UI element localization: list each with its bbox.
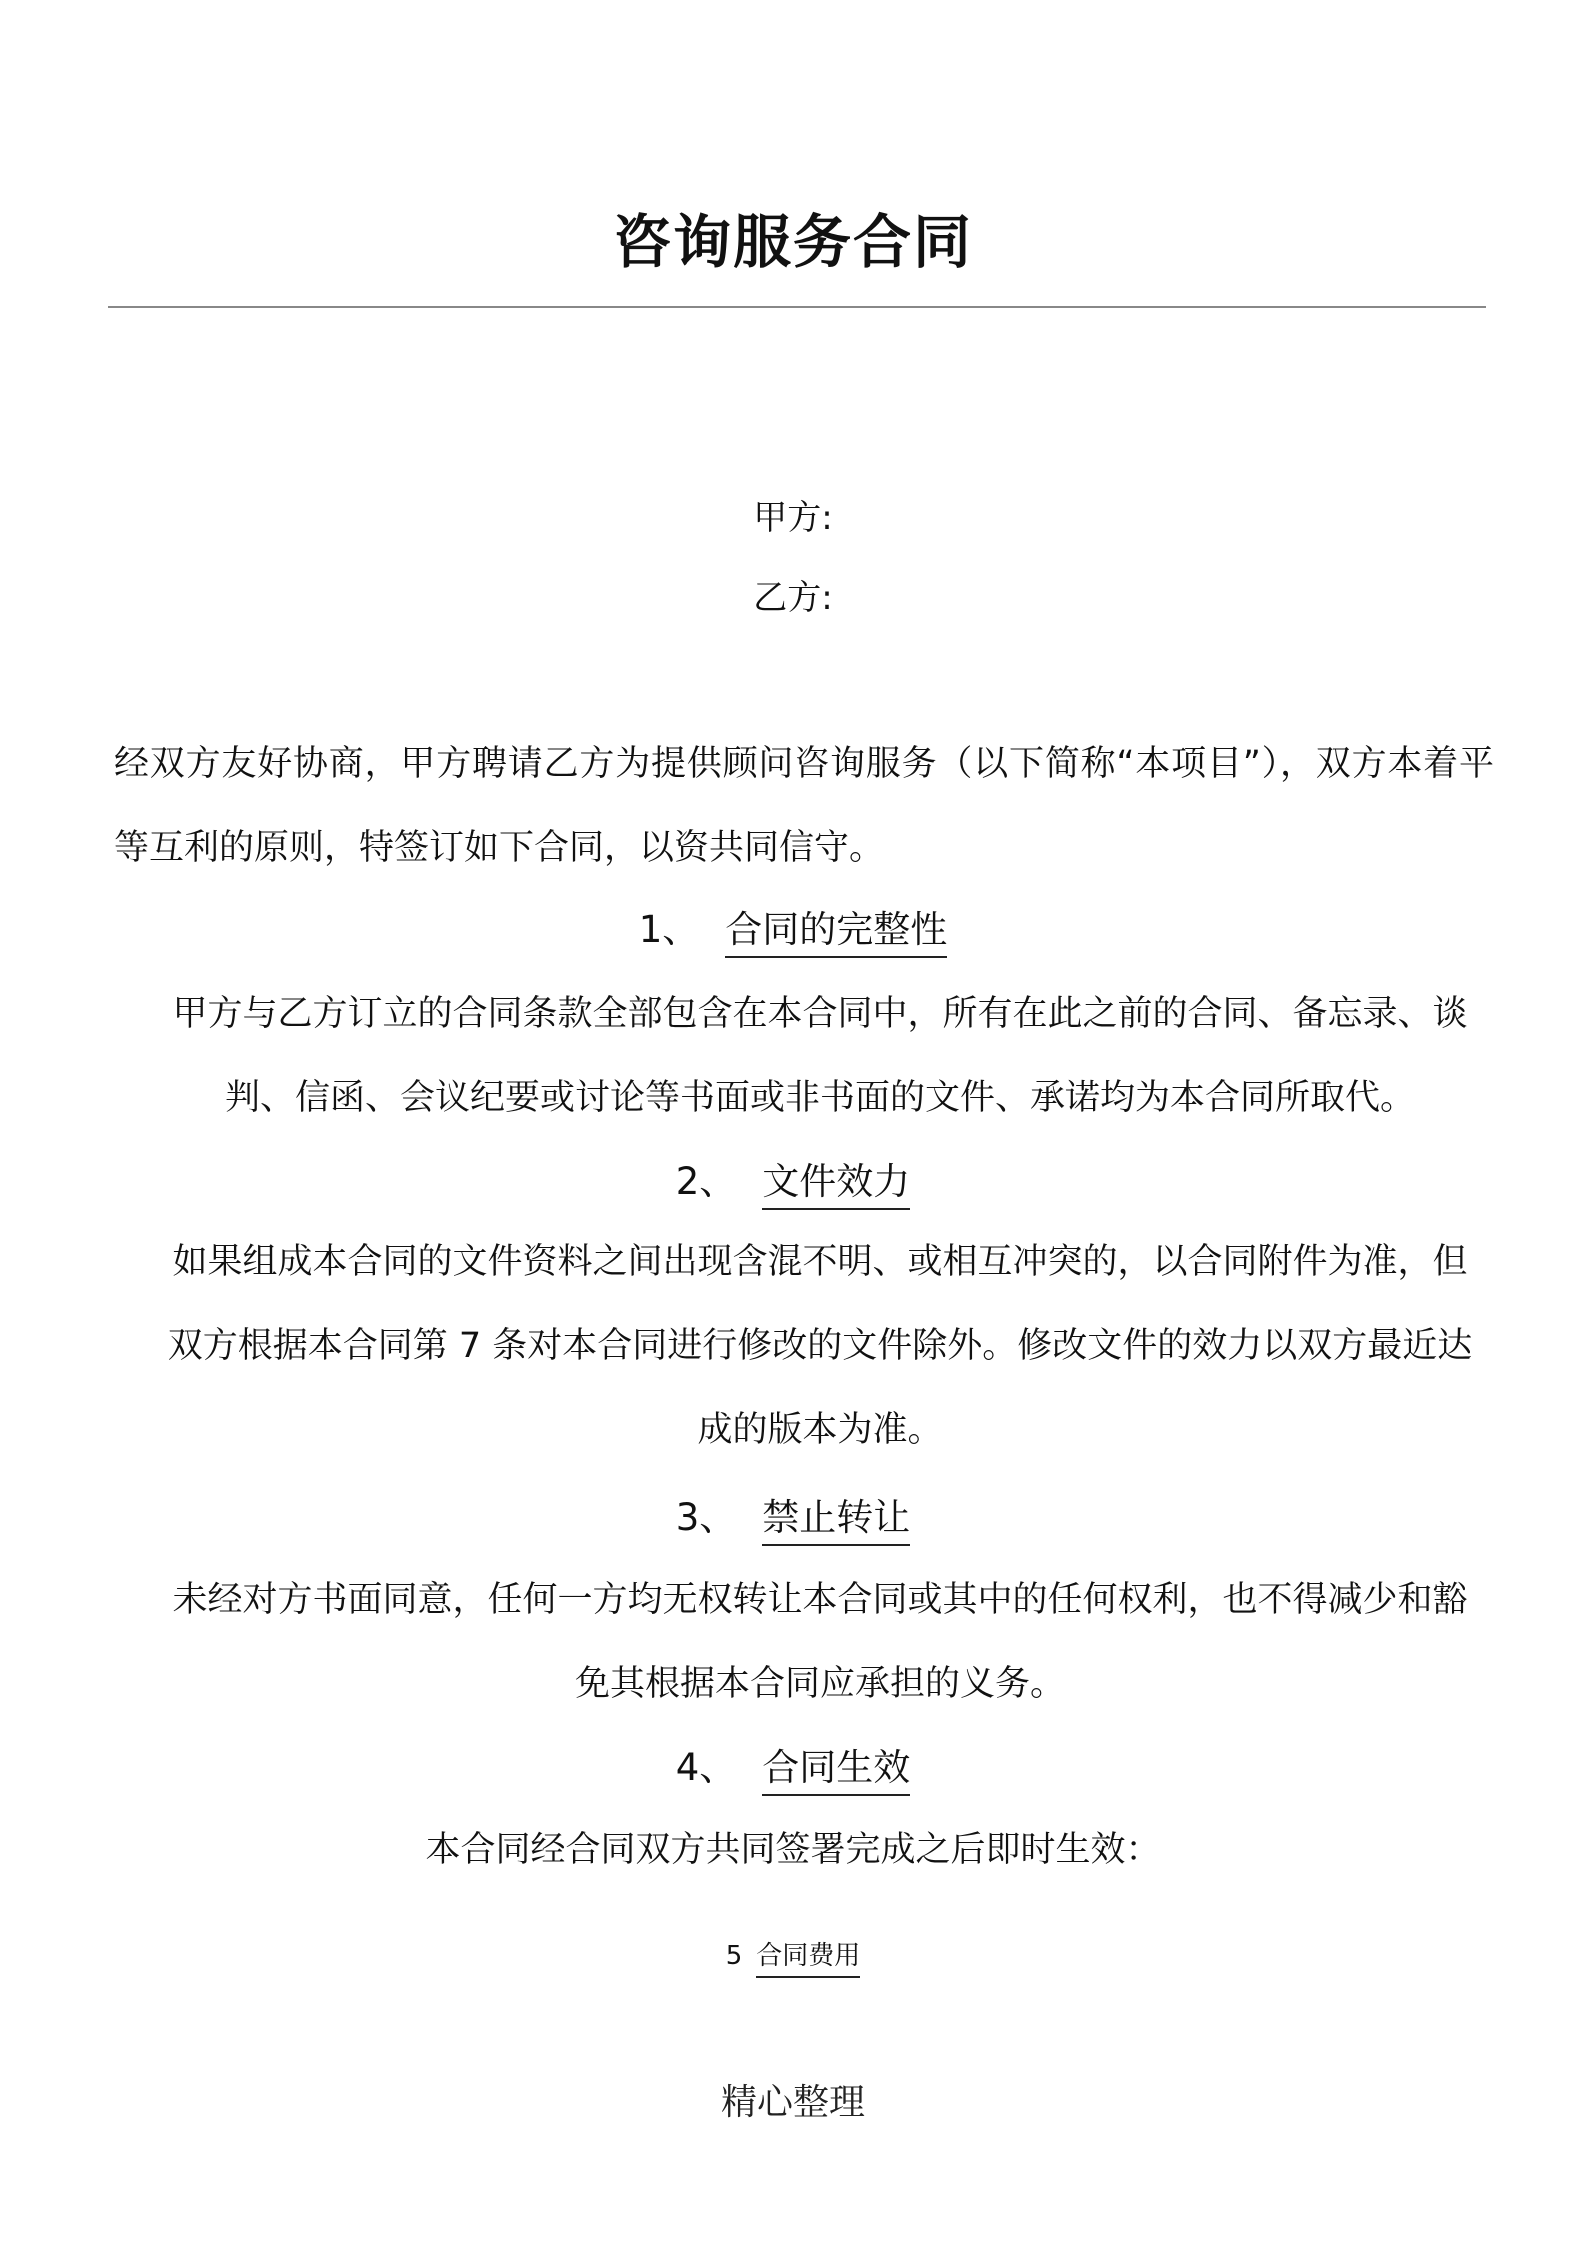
party-a-label: 甲方: (753, 498, 833, 538)
party-b-label: 乙方: (753, 578, 833, 618)
section-number: 4、 (675, 1746, 737, 1789)
section-number: 3、 (675, 1496, 737, 1539)
section-heading-text: 禁止转让 (762, 1492, 910, 1546)
section-heading-2 (0, 1152, 1586, 1212)
page-footer: 精心整理 (720, 2082, 865, 2123)
title-divider (108, 306, 1486, 308)
section-heading-text: 合同的完整性 (725, 904, 947, 958)
section-heading-5 (0, 1936, 1586, 1978)
section-heading-3 (0, 1488, 1586, 1548)
section-body-4: 本合同经合同双方共同签署完成之后即时生效： (425, 1830, 1161, 1870)
section-body-1: 甲方与乙方订立的合同条款全部包含在本合同中，所有在此之前的合同、备忘录、谈判、信函、会议纪要或讨论等书面或非书面的文件、承诺均为本合同所取代。 (172, 994, 1468, 1118)
section-heading-1 (0, 900, 1586, 960)
document-title: 咨询服务合同 (612, 208, 973, 276)
section-body-2: 如果组成本合同的文件资料之间出现含混不明、或相互冲突的，以合同附件为准，但双方根据本合同第 7 条对本合同进行修改的文件除外。修改文件的效力以双方最近达成的版本为准。 (167, 1242, 1473, 1450)
section-number: 5 (725, 1941, 743, 1971)
intro-paragraph: 经双方友好协商，甲方聘请乙方为提供顾问咨询服务（以下简称“本项目”），双方本着平等互利的原则，特签订如下合同，以资共同信守。 (114, 744, 1494, 868)
section-number: 1、 (638, 908, 700, 951)
section-heading-4 (0, 1738, 1586, 1798)
section-number: 2、 (675, 1160, 737, 1203)
section-heading-text: 合同费用 (756, 1936, 860, 1978)
section-heading-text: 合同生效 (762, 1742, 910, 1796)
section-heading-text: 文件效力 (762, 1156, 910, 1210)
section-body-3: 未经对方书面同意，任何一方均无权转让本合同或其中的任何权利，也不得减少和豁免其根据本合同应承担的义务。 (172, 1580, 1468, 1704)
